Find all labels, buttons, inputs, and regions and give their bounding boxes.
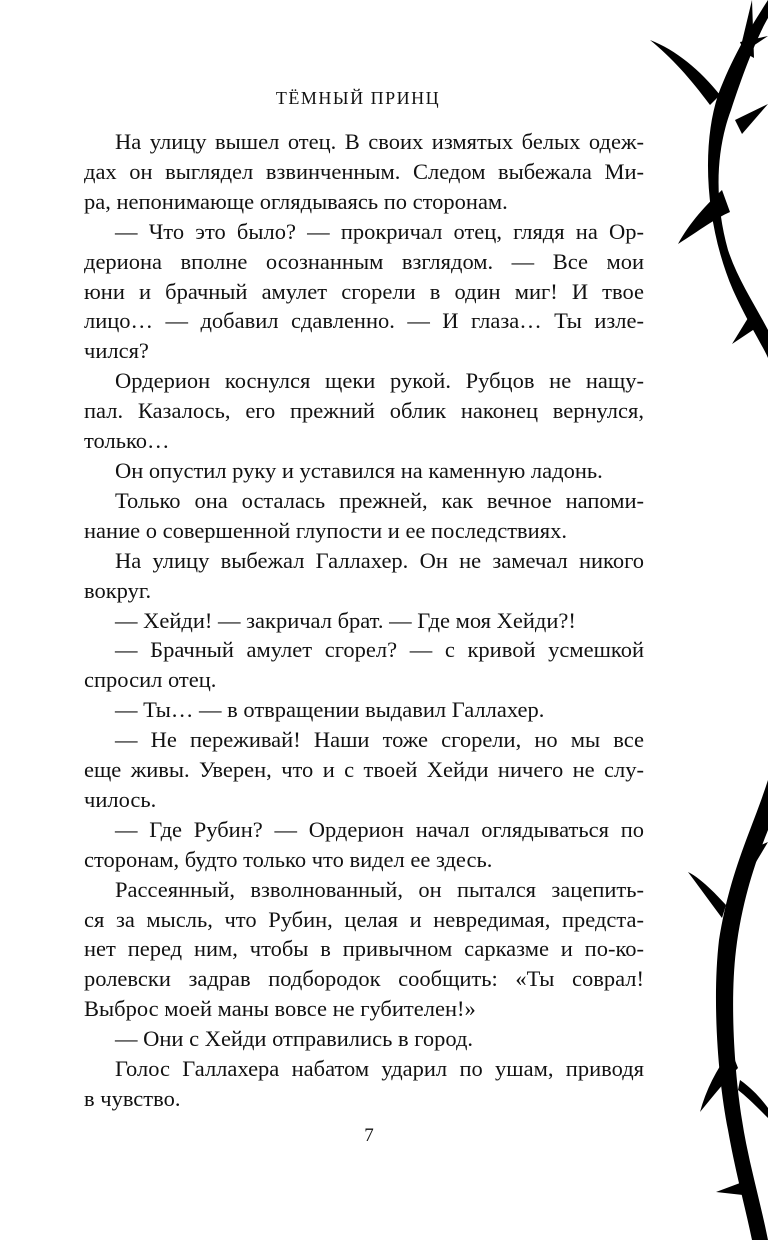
text-line: — Брачный амулет сгорел? — с кривой усмешкой	[115, 637, 644, 663]
text-line: сторонам, будто только что видел ее здесь.	[84, 846, 493, 872]
text-line: ролевски задрав подбородок сообщить: «Ты соврал!	[84, 966, 644, 992]
text-line: — Не переживай! Наши тоже сгорели, но мы все	[115, 727, 644, 753]
text-line: — Где Рубин? — Ордерион начал оглядываться по	[115, 816, 644, 842]
text-line: лицо… — добавил сдавленно. — И глаза… Ты изле-	[84, 308, 644, 334]
text-line: чилось.	[84, 786, 157, 812]
text-line: пал. Казалось, его прежний облик наконец вернулся,	[84, 398, 644, 424]
text-line: На улицу вышел отец. В своих измятых белых одеж-	[115, 129, 644, 154]
thorn-icon	[716, 1180, 752, 1196]
text-line: Только она осталась прежней, как вечное напоми-	[115, 487, 644, 513]
text-line: нет перед ним, чтобы в привычном сарказме и по-ко-	[84, 936, 644, 962]
text-line: ся за мысль, что Рубин, целая и невредимая, предста-	[84, 906, 644, 932]
text-line: Он опустил руку и уставился на каменную ладонь.	[115, 457, 603, 483]
text-line: юни и брачный амулет сгорели в один миг! И твое	[84, 278, 644, 304]
thorn-icon	[738, 1080, 768, 1118]
text-line: — Ты… — в отвращении выдавил Галлахер.	[115, 697, 545, 723]
text-line: — Что это было? — прокричал отец, глядя на Ор-	[115, 218, 644, 244]
text-line: — Они с Хейди отправились в город.	[115, 1026, 474, 1052]
page-number: 7	[364, 1125, 374, 1146]
text-line: дах он выглядел взвинченным. Следом выбежала Ми-	[84, 158, 644, 184]
text-line: спросил отец.	[84, 667, 217, 693]
text-line: — Хейди! — закричал брат. — Где моя Хейди?!	[115, 607, 576, 633]
thorn-icon	[688, 872, 726, 918]
text-line: в чувство.	[84, 1086, 181, 1111]
text-line: еще живы. Уверен, что и с твоей Хейди ничего не слу-	[84, 757, 644, 783]
text-line: нание о совершенной глупости и ее последствиях.	[84, 517, 567, 543]
text-line: На улицу выбежал Галлахер. Он не замечал никого	[115, 547, 644, 573]
body-text	[84, 127, 644, 1114]
text-line: Ордерион коснулся щеки рукой. Рубцов не нащу-	[115, 368, 644, 394]
text-line: дериона вполне осознанным взглядом. — Все мои	[84, 248, 644, 274]
text-line: Голос Галлахера набатом ударил по ушам, приводя	[115, 1056, 644, 1082]
text-line: вокруг.	[84, 577, 152, 603]
text-line: Рассеянный, взволнованный, он пытался зацепить-	[115, 876, 644, 902]
thorn-icon	[735, 104, 768, 134]
text-line: Выброс моей маны вовсе не губителен!»	[84, 996, 476, 1022]
text-line: чился?	[84, 338, 149, 364]
text-line: только…	[84, 428, 170, 454]
running-head: ТЁМНЫЙ ПРИНЦ	[275, 88, 441, 108]
vine-stem-upper	[708, 0, 768, 358]
text-line: ра, непонимающе оглядываясь по сторонам.	[84, 188, 508, 214]
